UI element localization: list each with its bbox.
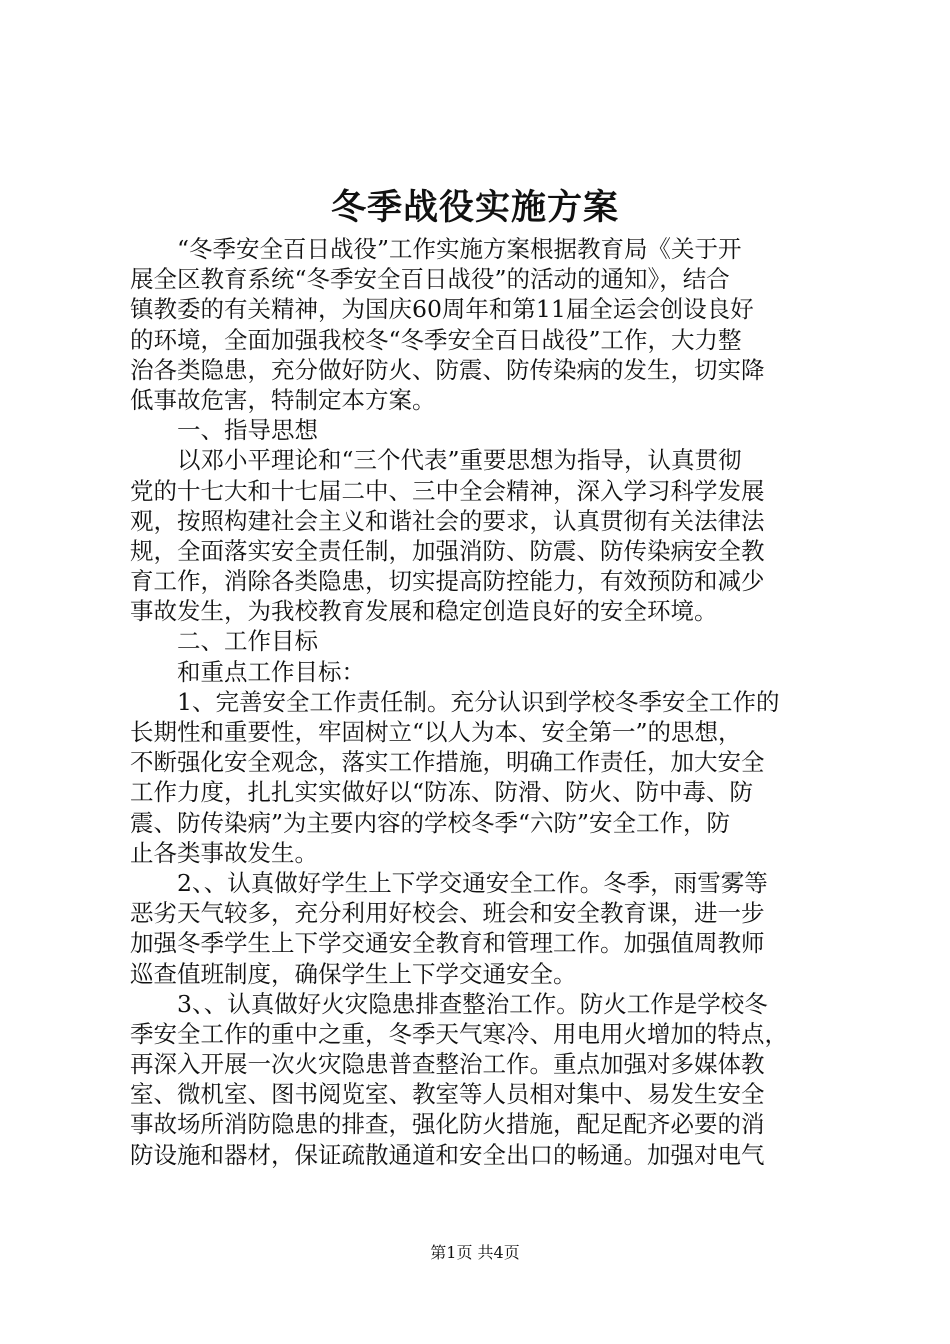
body-line: 观，按照构建社会主义和谐社会的要求，认真贯彻有关法律法 — [130, 506, 765, 535]
body-line: 3、、认真做好火灾隐患排查整治工作。防火工作是学校冬 — [130, 989, 768, 1018]
body-line: 工作力度，扎扎实实做好以“防冻、防滑、防火、防中毒、防 — [130, 778, 754, 807]
body-line: 以邓小平理论和“三个代表”重要思想为指导，认真贯彻 — [130, 446, 742, 475]
body-line: 育工作，消除各类隐患，切实提高防控能力，有效预防和减少 — [130, 567, 765, 596]
body-line: 党的十七大和十七届二中、三中全会精神，深入学习科学发展 — [130, 476, 765, 505]
body-line: 再深入开展一次火灾隐患普查整治工作。重点加强对多媒体教 — [130, 1050, 765, 1079]
body-line: 治各类隐患，充分做好防火、防震、防传染病的发生，切实降 — [130, 355, 765, 384]
body-line: 2、、认真做好学生上下学交通安全工作。冬季，雨雪雾等 — [130, 868, 768, 897]
body-line: 和重点工作目标： — [130, 657, 365, 686]
body-line: 防设施和器材，保证疏散通道和安全出口的畅通。加强对电气 — [130, 1140, 765, 1169]
body-line: 震、防传染病”为主要内容的学校冬季“六防”安全工作，防 — [130, 808, 731, 837]
section-heading: 一、指导思想 — [130, 416, 318, 445]
section-heading: 二、工作目标 — [130, 627, 318, 656]
body-line: 事故发生，为我校教育发展和稳定创造良好的安全环境。 — [130, 597, 718, 626]
body-line: 长期性和重要性，牢固树立“以人为本、安全第一”的思想， — [130, 718, 742, 746]
body-line: 展全区教育系统“冬季安全百日战役”的活动的通知》，结合 — [130, 265, 730, 294]
body-line: 不断强化安全观念，落实工作措施，明确工作责任，加大安全 — [130, 748, 765, 777]
body-line: “冬季安全百日战役”工作实施方案根据教育局《关于开 — [130, 235, 742, 263]
body-line: 低事故危害，特制定本方案。 — [130, 385, 436, 414]
body-line: 事故场所消防隐患的排查，强化防火措施，配足配齐必要的消 — [130, 1110, 765, 1139]
document-title: 冬季战役实施方案 — [330, 187, 619, 228]
body-line: 规，全面落实安全责任制，加强消防、防震、防传染病安全教 — [130, 536, 765, 565]
body-line: 室、微机室、图书阅览室、教室等人员相对集中、易发生安全 — [130, 1080, 765, 1109]
body-line: 止各类事故发生。 — [130, 838, 318, 867]
body-line: 镇教委的有关精神，为国庆60周年和第11届全运会创设良好 — [130, 295, 754, 324]
body-line: 1、完善安全工作责任制。充分认识到学校冬季安全工作的 — [130, 687, 780, 716]
body-line: 加强冬季学生上下学交通安全教育和管理工作。加强值周教师 — [130, 929, 765, 958]
body-line: 季安全工作的重中之重，冬季天气寒冷、用电用火增加的特点， — [130, 1019, 788, 1048]
document-body — [130, 234, 830, 1172]
body-line: 的环境，全面加强我校冬“冬季安全百日战役”工作，大力整 — [130, 325, 742, 354]
body-line: 恶劣天气较多，充分利用好校会、班会和安全教育课，进一步 — [130, 899, 765, 928]
body-line: 巡查值班制度，确保学生上下学交通安全。 — [130, 959, 577, 988]
page-footer: 第1页 共4页 — [430, 1243, 520, 1262]
